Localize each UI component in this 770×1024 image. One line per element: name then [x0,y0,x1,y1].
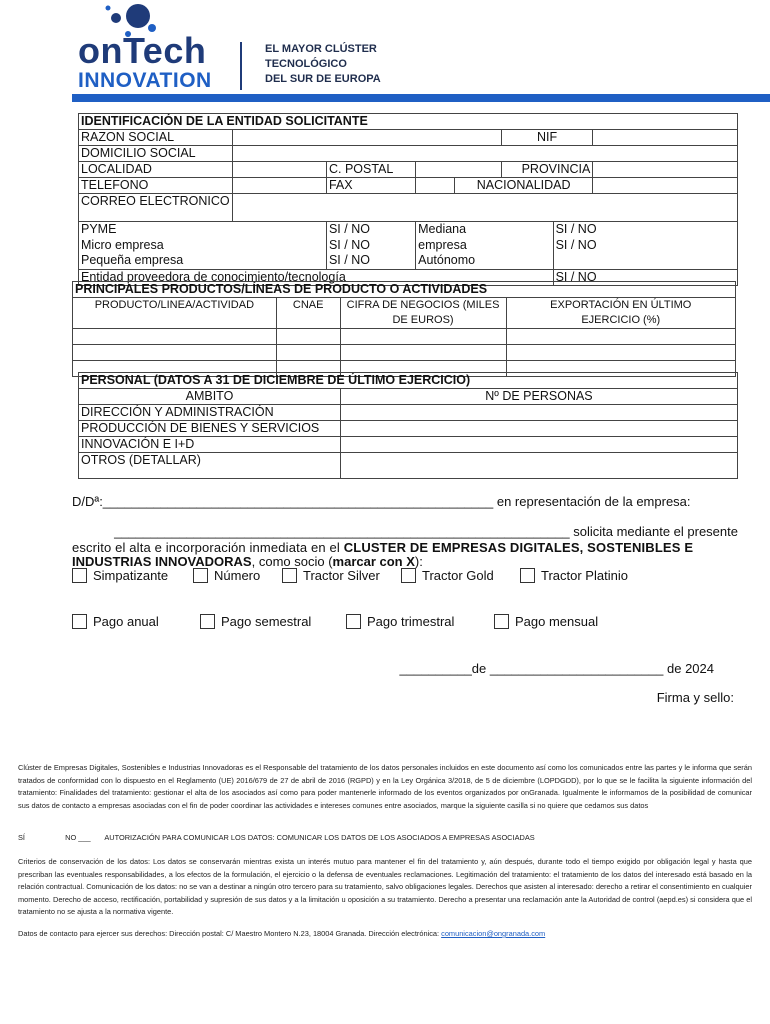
provincia-field[interactable] [593,162,738,178]
ontech-logo [78,2,238,92]
fax-field[interactable] [416,178,455,194]
cpostal-field[interactable] [416,162,502,178]
personas-field[interactable] [340,421,737,437]
option-simpatizante[interactable]: Simpatizante [72,568,168,583]
option-tractor-gold[interactable]: Tractor Gold [401,568,494,583]
privacy-text-2: Criterios de conservación de los datos: Los datos se conservarán mientras exista un interés mutuo para mantener el fin del tratamiento y, aún después, durante todo el tiempo exigido por obligación legal y hasta que prescriban las eventuales responsabilidades, a los efectos de la formulación, el ejercicio o la defensa de eventuales reclamaciones. Legitimación del tratamiento: el tratamiento de los datos del interesado está basado en la relación contractual. Comunicación de los datos: no se van a destinar a ningún otro tercero para su tratamiento, salvo obligaciones legales. Derechos que asisten al interesado: derecho a retirar el consentimiento en cualquier momento. Derecho de acceso, rectificación, portabilidad y supresión de sus datos y a la limitación u oposición a su tratamiento. Derecho a presentar una reclamación ante la Autoridad de control (aepd.es) si considera que el tratamiento no se ajusta a la normativa vigente. [18,857,752,916]
alta-text-2: INDUSTRIAS INNOVADORAS, como socio (marcar con X): [72,554,423,569]
email-link[interactable]: comunicacion@ongranada.com [441,929,546,938]
razon-social-field[interactable] [232,130,501,146]
option-pago-anual[interactable]: Pago anual [72,614,159,629]
option-pago-mensual[interactable]: Pago mensual [494,614,598,629]
logo-text-bottom: INNOVATION [78,69,212,92]
identificacion-table: IDENTIFICACIÓN DE LA ENTIDAD SOLICITANTE RAZON SOCIAL NIF DOMICILIO SOCIAL LOCALIDAD C. POSTAL PROVINCIA TELEFONO FAX NACIONALIDAD CORREO ELECTRONICO PYME Micro empresa Pequeña empresa SI / NO SI / NO SI / NO Mediana empresa Autónomo SI / NO SI / NO Entidad proveedora de conocimiento/tecnología SI / NO [78,113,738,286]
nif-field[interactable] [593,130,738,146]
localidad-field[interactable] [232,162,326,178]
producto-cell[interactable] [73,345,277,361]
contact-line: Datos de contacto para ejercer sus derechos: Dirección postal: C/ Maestro Montero N.23, 18004 Granada. Dirección electrónica: comunicacion@ongranada.com [18,929,546,938]
producto-cell[interactable] [73,329,277,345]
checkbox-icon [72,614,87,629]
checkbox-icon [282,568,297,583]
option-pago-semestral[interactable]: Pago semestral [200,614,311,629]
domicilio-field[interactable] [232,146,737,162]
option-pago-trimestral[interactable]: Pago trimestral [346,614,454,629]
logo-text-top: onTech [78,30,207,71]
nacionalidad-field[interactable] [593,178,738,194]
header-divider [240,42,242,90]
personas-field[interactable] [340,437,737,453]
option-numero[interactable]: Número [193,568,260,583]
option-tractor-platinio[interactable]: Tractor Platinio [520,568,628,583]
correo-field[interactable] [232,194,737,222]
personas-field[interactable] [340,453,737,479]
fecha-line[interactable]: __________de ________________________ de 2024 [399,661,714,676]
personas-field[interactable] [340,405,737,421]
alta-text: escrito el alta e incorporación inmediata en el CLUSTER DE EMPRESAS DIGITALES, SOSTENIBLES E [72,540,694,555]
dd-line[interactable]: D/Dª:______________________________________________________ en representación de la empresa: [72,494,691,509]
privacy-text-1: Clúster de Empresas Digitales, Sostenibles e Industrias Innovadoras es el Responsable del tratamiento de los datos personales incluidos en este documento así como los comunicados entre las partes y le informa que serán tratados de conformidad con lo dispuesto en el Reglamento (UE) 2016/679 de 27 de abril de 2016 (RGPD) y en la Ley Orgánica 3/2018, de 5 de diciembre (LOPDGDD), por lo que se le facilita la siguiente información del tratamiento: Finalidades del tratamiento: gestionar el alta de los asociados así como para poder mantenerle informado de los eventos organizados por onGranada. Igualmente le informamos de la posibilidad de comunicar sus datos de contacto a empresas asociadas con el fin de poder coordinar las actividades e intereses comunes entre asociados, marque la siguiente casilla si no quiere que cedamos sus datos [18,763,752,810]
personal-title: PERSONAL (DATOS A 31 DE DICIEMBRE DE ÚLTIMO EJERCICIO) [79,373,738,389]
checkbox-icon [200,614,215,629]
identificacion-title: IDENTIFICACIÓN DE LA ENTIDAD SOLICITANTE [79,114,738,130]
productos-title: PRINCIPALES PRODUCTOS/LÍNEAS DE PRODUCTO O ACTIVIDADES [73,282,736,298]
checkbox-icon [72,568,87,583]
header-tagline: EL MAYOR CLÚSTER TECNOLÓGICO DEL SUR DE EUROPA [265,43,381,85]
personal-table: PERSONAL (DATOS A 31 DE DICIEMBRE DE ÚLTIMO EJERCICIO) AMBITO Nº DE PERSONAS DIRECCIÓN Y ADMINISTRACIÓN PRODUCCIÓN DE BIENES Y SERVICIOS INNOVACIÓN E I+D OTROS (DETALLAR) [78,372,738,479]
checkbox-icon [193,568,208,583]
no-consent-field[interactable]: NO ___ [65,833,91,842]
proveedora-sino[interactable]: SI / NO [553,270,737,286]
pyme-sino[interactable]: SI / NO SI / NO SI / NO [326,222,415,270]
consent-row: SÍ NO ___ AUTORIZACIÓN PARA COMUNICAR LOS DATOS: COMUNICAR LOS DATOS DE LOS ASOCIADOS A EMPRESAS ASOCIADAS [18,833,535,842]
empresa-line[interactable]: _______________________________________________________________ solicita mediante el presente [114,524,738,539]
productos-table: PRINCIPALES PRODUCTOS/LÍNEAS DE PRODUCTO O ACTIVIDADES PRODUCTO/LINEA/ACTIVIDAD CNAE CIFRA DE NEGOCIOS (MILES DE EUROS) EXPORTACIÓN EN ÚLTIMO EJERCICIO (%) [72,281,736,377]
telefono-field[interactable] [232,178,326,194]
firma-label: Firma y sello: [656,690,734,705]
checkbox-icon [401,568,416,583]
checkbox-icon [346,614,361,629]
mediana-sino[interactable]: SI / NO SI / NO [553,222,737,270]
checkbox-icon [520,568,535,583]
header-bar [72,94,770,102]
checkbox-icon [494,614,509,629]
option-tractor-silver[interactable]: Tractor Silver [282,568,380,583]
